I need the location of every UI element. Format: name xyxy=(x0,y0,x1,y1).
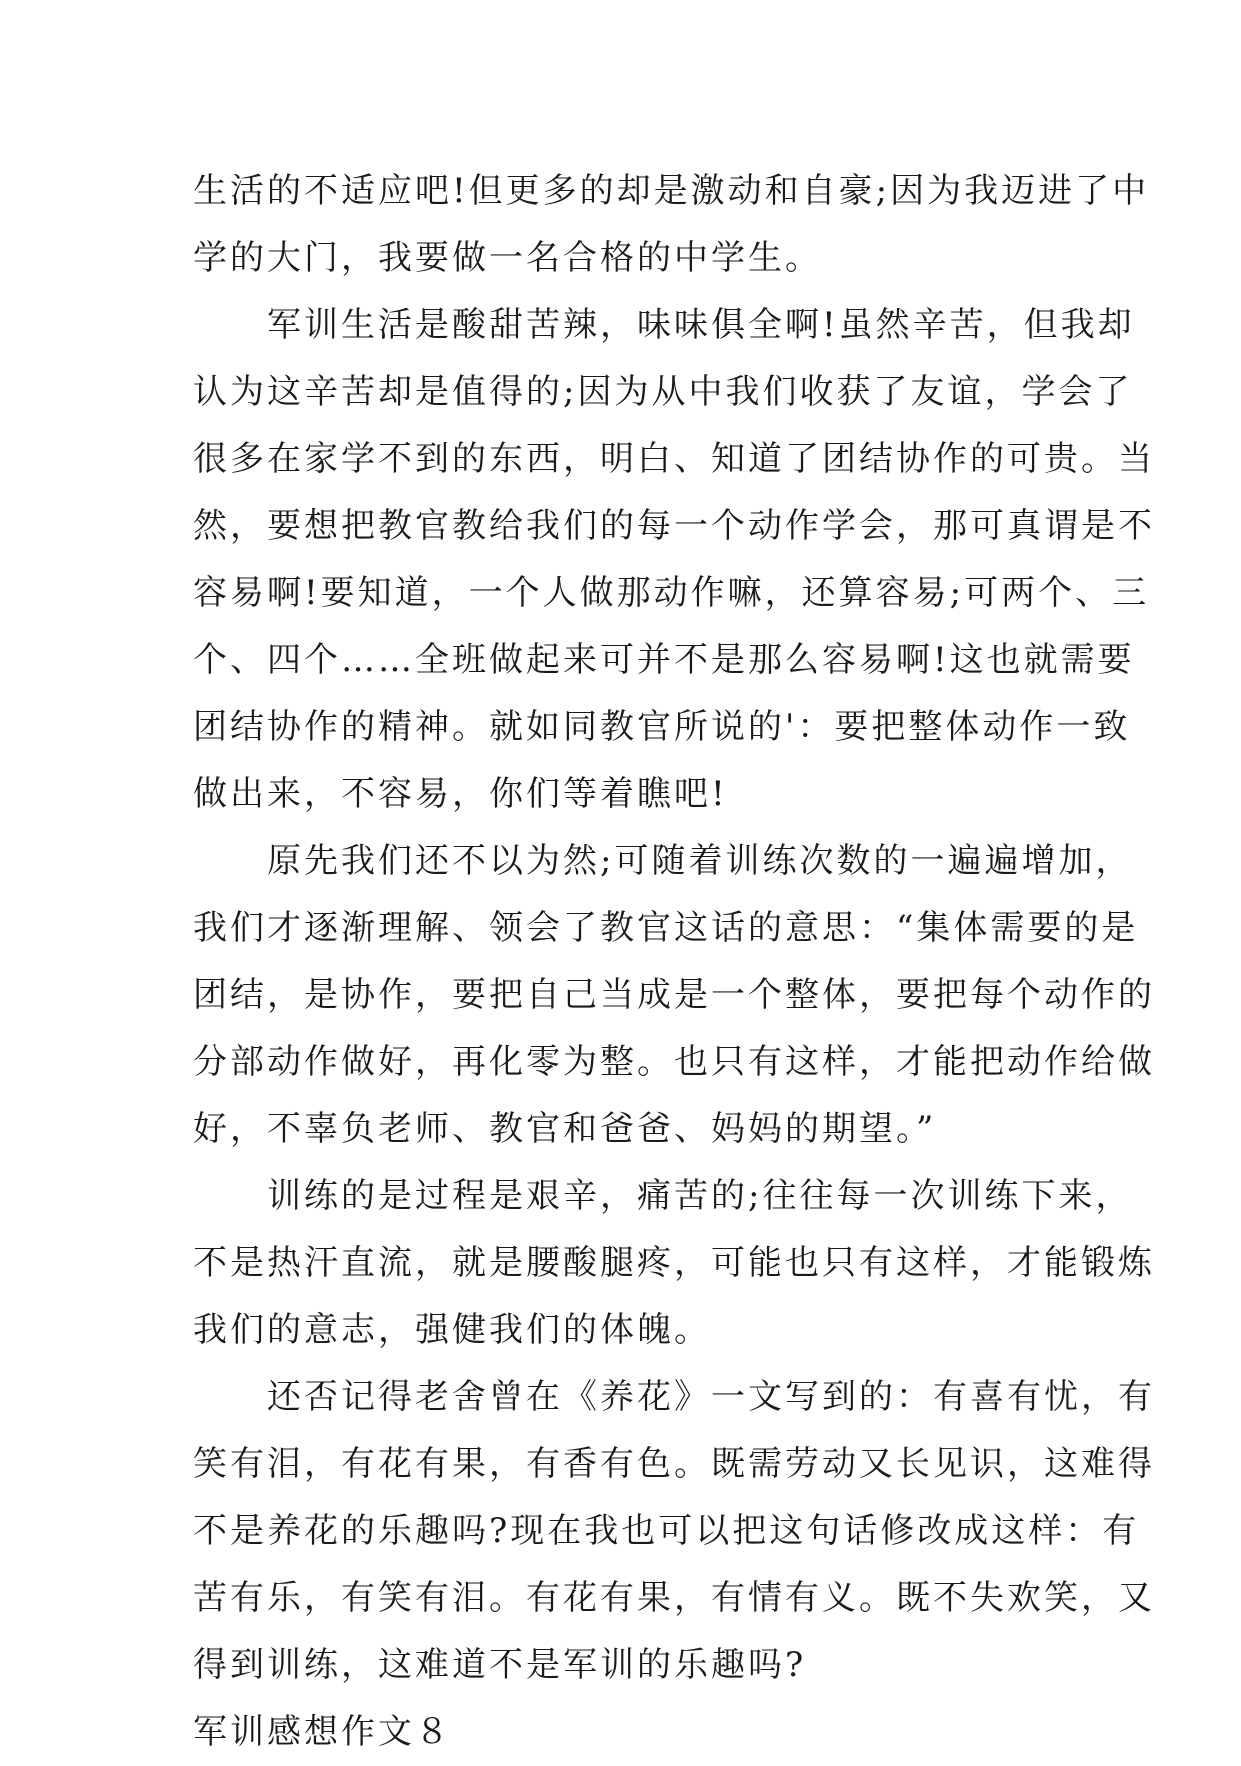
text-line: 个、四个……全班做起来可并不是那么容易啊!这也就需要 xyxy=(193,640,1135,680)
text-line: 做出来，不容易，你们等着瞧吧! xyxy=(193,774,728,814)
text-line: 我们才逐渐理解、领会了教官这话的意思：“集体需要的是 xyxy=(193,908,1139,948)
text-line: 得到训练，这难道不是军训的乐趣吗? xyxy=(193,1645,807,1685)
text-line: 团结，是协作，要把自己当成是一个整体，要把每个动作的 xyxy=(193,975,1155,1015)
text-line: 笑有泪，有花有果，有香有色。既需劳动又长见识，这难得 xyxy=(193,1444,1155,1484)
text-line: 还否记得老舍曾在《养花》一文写到的：有喜有忧，有 xyxy=(193,1377,1155,1417)
text-line: 不是养花的乐趣吗?现在我也可以把这句话修改成这样：有 xyxy=(193,1511,1140,1551)
text-line: 分部动作做好，再化零为整。也只有这样，才能把动作给做 xyxy=(193,1042,1155,1082)
text-line: 然，要想把教官教给我们的每一个动作学会，那可真谓是不 xyxy=(193,506,1155,546)
text-line: 不是热汗直流，就是腰酸腿疼，可能也只有这样，才能锻炼 xyxy=(193,1243,1155,1283)
text-line: 我们的意志，强健我们的体魄。 xyxy=(193,1310,711,1350)
text-line: 好，不辜负老师、教官和爸爸、妈妈的期望。” xyxy=(193,1109,937,1149)
text-line: 军训生活是酸甜苦辣，味味俱全啊!虽然辛苦，但我却 xyxy=(193,305,1135,345)
text-line: 认为这辛苦却是值得的;因为从中我们收获了友谊，学会了 xyxy=(193,372,1133,412)
text-line: 训练的是过程是艰辛，痛苦的;往往每一次训练下来， xyxy=(193,1176,1133,1216)
section-heading: 军训感想作文８ xyxy=(193,1712,452,1752)
text-line: 生活的不适应吧!但更多的却是激动和自豪;因为我迈进了中 xyxy=(193,171,1150,211)
text-line: 原先我们还不以为然;可随着训练次数的一遍遍增加， xyxy=(193,841,1133,881)
text-line: 很多在家学不到的东西，明白、知道了团结协作的可贵。当 xyxy=(193,439,1155,479)
text-line: 容易啊!要知道，一个人做那动作嘛，还算容易;可两个、三 xyxy=(193,573,1150,613)
text-line: 苦有乐，有笑有泪。有花有果，有情有义。既不失欢笑，又 xyxy=(193,1578,1155,1618)
text-line: 学的大门，我要做一名合格的中学生。 xyxy=(193,238,822,278)
essay-body xyxy=(193,158,1155,1766)
text-line: 团结协作的精神。就如同教官所说的'：要把整体动作一致 xyxy=(193,707,1131,747)
